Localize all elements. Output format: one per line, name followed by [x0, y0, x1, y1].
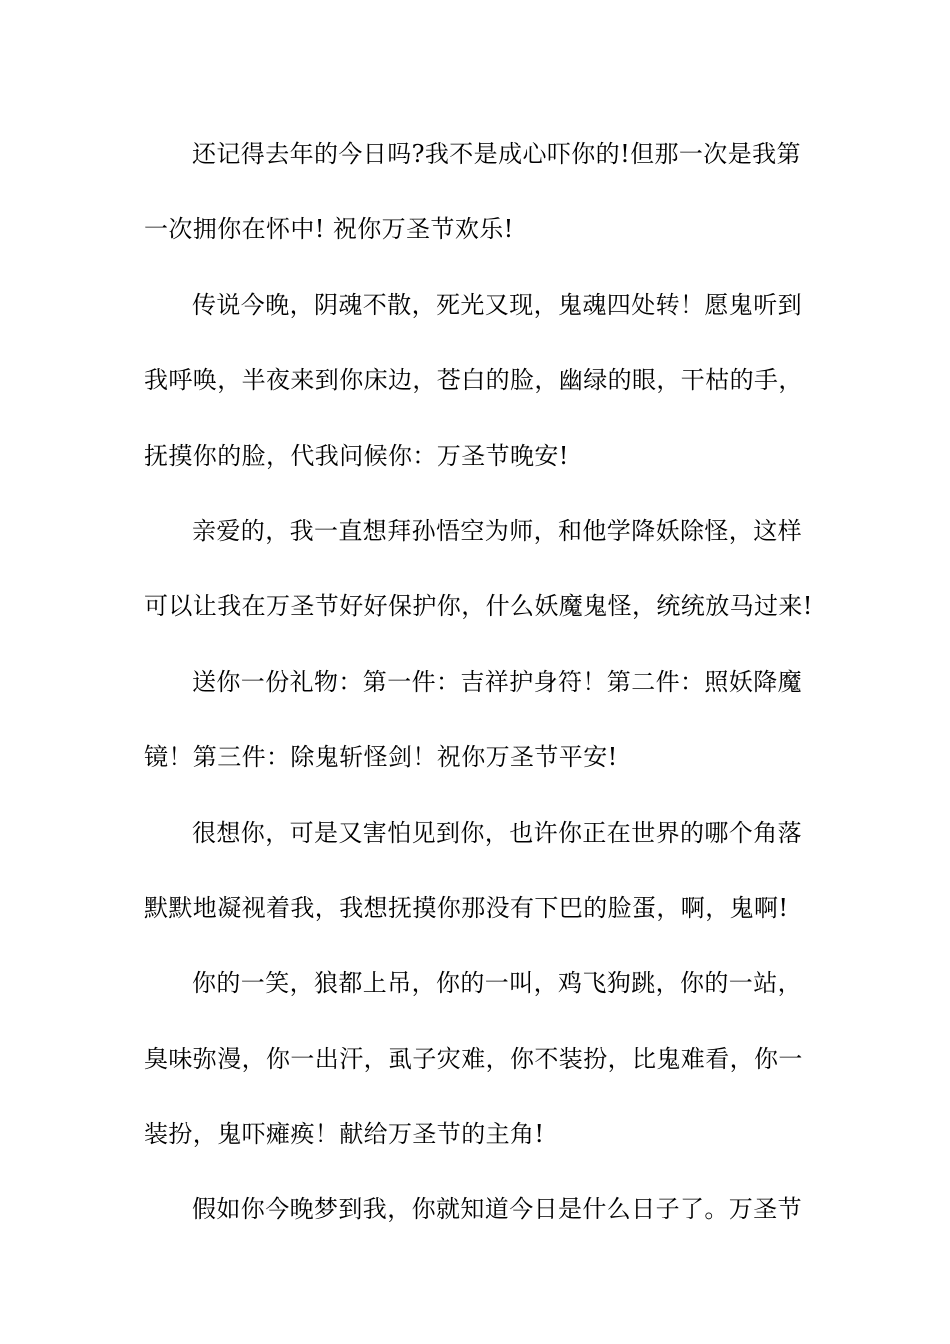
text-line: 你的一笑，狼都上吊，你的一叫，鸡飞狗跳，你的一站， [192, 969, 802, 998]
text-line: 假如你今晚梦到我，你就知道今日是什么日子了。万圣节 [192, 1195, 802, 1224]
text-line: 还记得去年的今日吗?我不是成心吓你的!但那一次是我第 [192, 140, 801, 168]
text-line: 装扮，鬼吓瘫痪！献给万圣节的主角! [144, 1120, 545, 1149]
text-line: 亲爱的，我一直想拜孙悟空为师，和他学降妖除怪，这样 [192, 516, 802, 545]
text-line: 我呼唤，半夜来到你床边，苍白的脸，幽绿的眼，干枯的手， [144, 366, 803, 395]
text-line: 送你一份礼物：第一件：吉祥护身符！第二件：照妖降魔 [192, 667, 802, 696]
text-line: 抚摸你的脸，代我问候你：万圣节晚安! [144, 441, 569, 470]
text-line: 默默地凝视着我，我想抚摸你那没有下巴的脸蛋，啊，鬼啊! [144, 893, 789, 922]
text-line: 传说今晚，阴魂不散，死光又现，鬼魂四处转！愿鬼听到 [192, 290, 802, 319]
text-line: 可以让我在万圣节好好保护你，什么妖魔鬼怪，统统放马过来! [144, 592, 813, 621]
text-line: 一次拥你在怀中! 祝你万圣节欢乐! [144, 215, 514, 244]
text-line: 镜！第三件：除鬼斩怪剑！祝你万圣节平安! [144, 743, 618, 772]
text-line: 臭味弥漫，你一出汗，虱子灾难，你不装扮，比鬼难看，你一 [144, 1044, 803, 1073]
text-line: 很想你，可是又害怕见到你，也许你正在世界的哪个角落 [192, 818, 802, 847]
document-body [144, 128, 813, 1259]
